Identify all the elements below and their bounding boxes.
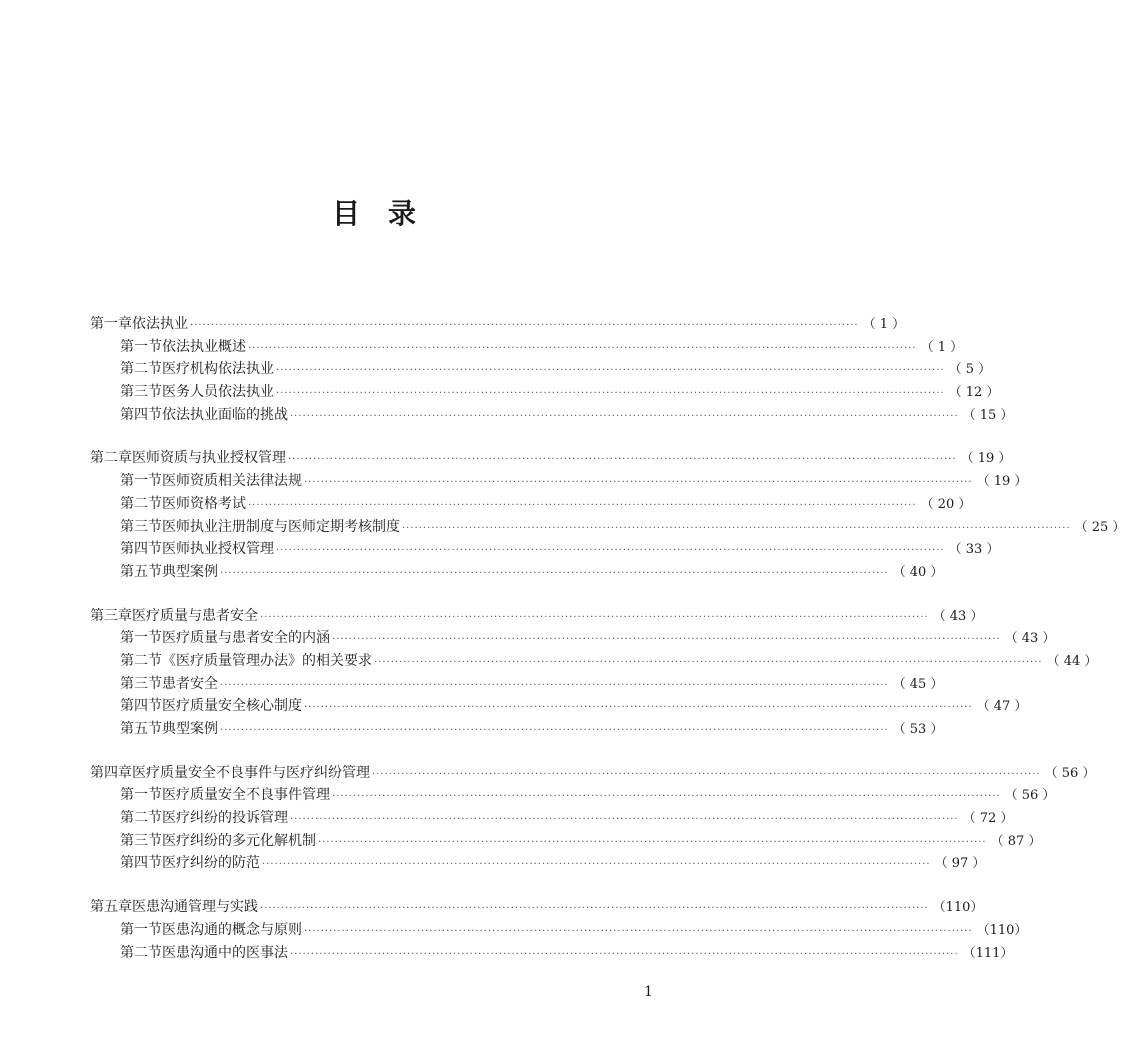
- page-reference: （110）: [976, 922, 1028, 938]
- page-reference: （ 1 ）: [862, 317, 906, 332]
- section-title: 医师资格考试: [162, 495, 246, 512]
- toc-section-entry[interactable]: [90, 561, 944, 584]
- section-title: 医患沟通的概念与原则: [162, 921, 302, 938]
- toc-section-entry[interactable]: [90, 673, 944, 696]
- section-number: 第四节: [120, 855, 162, 872]
- toc-chapter-entry[interactable]: [90, 313, 906, 336]
- page-reference: （ 40 ）: [892, 564, 944, 580]
- chapter-title: 依法执业: [132, 316, 188, 332]
- dot-leader: ································································································································································: [248, 499, 917, 511]
- section-title: 患者安全: [162, 675, 218, 692]
- dot-leader: ································································································································································: [220, 679, 889, 691]
- toc-section-entry[interactable]: [90, 852, 986, 875]
- page-reference: （ 53 ）: [892, 722, 944, 737]
- toc-section-entry[interactable]: [90, 336, 964, 359]
- toc-chapter-entry[interactable]: [90, 762, 1096, 785]
- section-number: 第二节: [120, 944, 162, 961]
- section-title: 医疗纠纷的多元化解机制: [162, 832, 316, 849]
- dot-leader: ································································································································································: [290, 814, 959, 826]
- section-title: 医务人员依法执业: [162, 384, 274, 401]
- dot-leader: ································································································································································: [332, 634, 1001, 646]
- section-number: 第一节: [120, 630, 162, 647]
- section-number: 第二节: [120, 495, 162, 512]
- section-number: 第五节: [120, 563, 162, 580]
- section-number: 第一节: [120, 787, 162, 804]
- section-number: 第四节: [120, 698, 162, 715]
- section-title: 典型案例: [162, 721, 218, 737]
- section-title: 医疗纠纷的防范: [162, 855, 260, 872]
- page-reference: （ 72 ）: [962, 811, 1014, 827]
- page-reference: （ 43 ）: [932, 608, 984, 624]
- chapter-title: 医师资质与执业授权管理: [132, 450, 286, 467]
- section-title: 医患沟通中的医事法: [162, 944, 288, 961]
- dot-leader: ································································································································································: [220, 567, 889, 579]
- dot-leader: ································································································································································: [262, 859, 931, 871]
- section-title: 医疗质量安全不良事件管理: [162, 787, 330, 804]
- toc-chapter-block: [90, 605, 1098, 741]
- dot-leader: ································································································································································: [260, 611, 929, 623]
- chapter-number: 第二章: [90, 450, 132, 467]
- toc-section-entry[interactable]: [90, 784, 1056, 807]
- section-number: 第一节: [120, 921, 162, 938]
- toc-chapter-entry[interactable]: [90, 447, 1012, 470]
- page-reference: （ 56 ）: [1004, 788, 1056, 804]
- page-reference: （ 97 ）: [934, 856, 986, 872]
- section-title: 医师执业注册制度与医师定期考核制度: [162, 518, 400, 535]
- title-char: 目: [331, 197, 362, 230]
- dot-leader: ································································································································································: [248, 342, 917, 354]
- dot-leader: ································································································································································: [190, 320, 859, 331]
- chapter-title: 医疗质量与患者安全: [132, 607, 258, 624]
- toc-section-entry[interactable]: [90, 695, 1028, 718]
- dot-leader: ································································································································································: [276, 388, 945, 400]
- section-number: 第四节: [120, 541, 162, 558]
- section-number: 第一节: [120, 473, 162, 490]
- chapter-number: 第四章: [90, 764, 132, 781]
- page-reference: （ 19 ）: [960, 451, 1012, 467]
- page-reference: （ 19 ）: [976, 474, 1028, 490]
- dot-leader: ································································································································································: [276, 365, 945, 377]
- page-reference: （ 20 ）: [920, 496, 972, 512]
- section-title: 典型案例: [162, 563, 218, 580]
- dot-leader: ································································································································································: [276, 545, 945, 557]
- chapter-number: 第五章: [90, 899, 132, 916]
- section-number: 第一节: [120, 338, 162, 355]
- toc-section-entry[interactable]: [90, 358, 992, 381]
- section-number: 第三节: [120, 518, 162, 535]
- toc-section-entry[interactable]: [90, 942, 1014, 965]
- dot-leader: ································································································································································: [304, 925, 973, 937]
- dot-leader: ································································································································································: [260, 903, 929, 915]
- section-number: 第二节: [120, 361, 162, 378]
- chapter-number: 第一章: [90, 316, 132, 332]
- section-title: 依法执业面临的挑战: [162, 406, 288, 423]
- toc-section-entry[interactable]: [90, 516, 1125, 539]
- toc-section-entry[interactable]: [90, 830, 1042, 853]
- page-reference: （ 15 ）: [962, 407, 1014, 423]
- dot-leader: ································································································································································: [304, 477, 973, 489]
- chapter-number: 第三章: [90, 607, 132, 624]
- toc-chapter-block: [90, 313, 1014, 426]
- toc-chapter-block: [90, 447, 1125, 583]
- chapter-title: 医患沟通管理与实践: [132, 899, 258, 916]
- page-reference: （ 12 ）: [948, 385, 1000, 401]
- title-char: 录: [388, 197, 419, 230]
- page-reference: （111）: [962, 945, 1014, 961]
- section-title: 医师资质相关法律法规: [162, 473, 302, 490]
- dot-leader: ································································································································································: [288, 454, 957, 466]
- toc-chapter-block: [90, 762, 1096, 875]
- toc-section-entry[interactable]: [90, 919, 1028, 942]
- section-number: 第四节: [120, 406, 162, 423]
- page-title: [0, 192, 750, 232]
- page-reference: （ 44 ）: [1046, 653, 1098, 669]
- section-number: 第三节: [120, 384, 162, 401]
- page-number: 1: [644, 984, 653, 1000]
- section-number: 第三节: [120, 832, 162, 849]
- section-title: 医师执业授权管理: [162, 541, 274, 558]
- table-of-contents: [90, 313, 1125, 985]
- toc-section-entry[interactable]: [90, 493, 972, 516]
- page-reference: （ 5 ）: [948, 362, 992, 378]
- toc-chapter-entry[interactable]: [90, 605, 984, 628]
- section-number: 第三节: [120, 675, 162, 692]
- section-title: 医疗质量安全核心制度: [162, 698, 302, 715]
- toc-section-entry[interactable]: [90, 807, 1014, 830]
- toc-section-entry[interactable]: [90, 404, 1014, 427]
- dot-leader: ································································································································································: [290, 948, 959, 960]
- section-title: 医疗质量与患者安全的内涵: [162, 630, 330, 647]
- page-reference: （ 43 ）: [1004, 631, 1056, 647]
- dot-leader: ································································································································································: [220, 725, 889, 736]
- toc-chapter-block: [90, 896, 1028, 964]
- page-reference: （ 25 ）: [1074, 519, 1125, 535]
- page-reference: （ 33 ）: [948, 542, 1000, 558]
- section-title: 医疗机构依法执业: [162, 361, 274, 378]
- page-reference: （ 1 ）: [920, 339, 964, 355]
- section-number: 第二节: [120, 810, 162, 827]
- dot-leader: ································································································································································: [374, 656, 1043, 668]
- section-title: 依法执业概述: [162, 338, 246, 355]
- toc-section-entry[interactable]: [90, 627, 1056, 650]
- dot-leader: ································································································································································: [290, 410, 959, 422]
- toc-section-entry[interactable]: [90, 650, 1098, 673]
- dot-leader: ································································································································································: [304, 702, 973, 714]
- dot-leader: ································································································································································: [332, 791, 1001, 803]
- page-reference: （ 87 ）: [990, 833, 1042, 849]
- dot-leader: ································································································································································: [318, 836, 987, 848]
- toc-section-entry[interactable]: [90, 470, 1028, 493]
- section-number: 第五节: [120, 721, 162, 737]
- page-reference: （ 47 ）: [976, 699, 1028, 715]
- section-number: 第二节: [120, 652, 162, 669]
- dot-leader: ································································································································································: [402, 522, 1071, 534]
- page-reference: （110）: [932, 900, 984, 916]
- section-title: 医疗纠纷的投诉管理: [162, 810, 288, 827]
- toc-chapter-entry[interactable]: [90, 896, 984, 919]
- toc-section-entry[interactable]: [90, 381, 1000, 404]
- toc-section-entry[interactable]: [90, 538, 1000, 561]
- section-title: 《医疗质量管理办法》的相关要求: [162, 652, 372, 669]
- page-reference: （ 56 ）: [1044, 765, 1096, 781]
- page-reference: （ 45 ）: [892, 676, 944, 692]
- toc-section-entry[interactable]: [90, 718, 944, 741]
- dot-leader: ································································································································································: [372, 768, 1041, 780]
- chapter-title: 医疗质量安全不良事件与医疗纠纷管理: [132, 764, 370, 781]
